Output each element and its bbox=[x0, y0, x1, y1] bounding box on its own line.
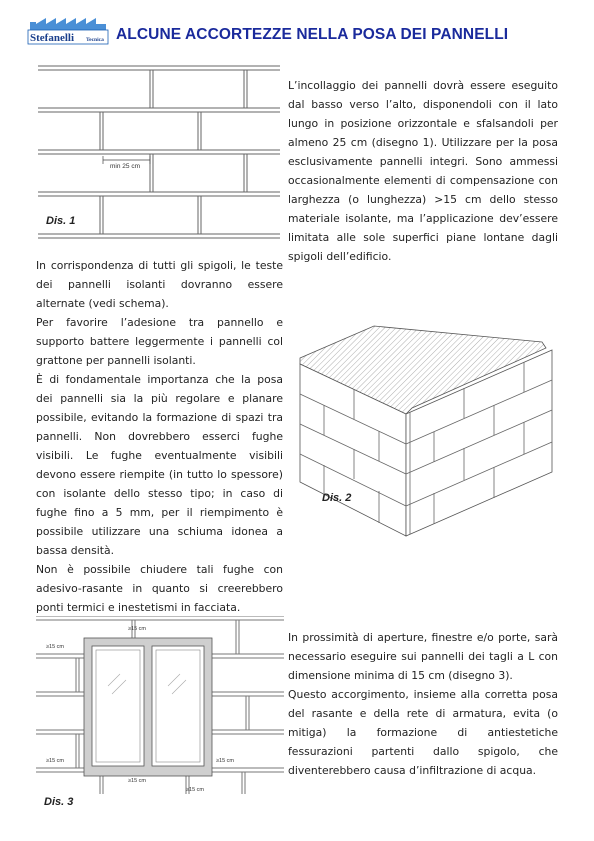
dis3-dim-left-top: ≥15 cm bbox=[46, 644, 64, 650]
dis3-caption: Dis. 3 bbox=[44, 796, 74, 808]
figure-dis3 bbox=[36, 616, 284, 794]
section1-paragraph: L’incollaggio dei pannelli dovrà essere eseguito dal basso verso l’alto, disponendoli con il lato lungo in posizione orizzontale e sfalsandoli per almeno 25 cm (disegno 1). Utilizzare per la posa esclusivamente pannelli integri. Sono ammessi occasionalmente elementi di compensazione con larghezza (o lunghezza) >15 cm dello stesso materiale isolante, ma l’applicazione dev’essere limitata alle sole superfici piane lontane dagli spigoli dell’edificio. bbox=[288, 79, 558, 263]
dis3-dim-left-bottom: ≥15 cm bbox=[46, 758, 64, 764]
figure-dis2 bbox=[294, 322, 558, 538]
section1-text bbox=[288, 76, 558, 266]
section3-paragraph-1: In prossimità di aperture, finestre e/o porte, sarà necessario eseguire sui pannelli dei tagli a L con dimensione minima di 15 cm (disegno 3). bbox=[288, 631, 558, 682]
dis3-dim-bottom-left: ≥15 cm bbox=[128, 778, 146, 784]
company-logo bbox=[26, 14, 110, 48]
section2-paragraph-2: Per favorire l’adesione tra pannello e supporto battere leggermente i pannelli col grattone per pannelli isolanti. bbox=[36, 316, 283, 367]
logo-subtext: Tecnica bbox=[86, 37, 104, 43]
section2-text bbox=[36, 256, 283, 617]
dis2-caption: Dis. 2 bbox=[322, 492, 352, 504]
dis3-dim-bottom-right: ≥15 cm bbox=[186, 787, 204, 793]
section3-paragraph-2: Questo accorgimento, insieme alla corretta posa del rasante e della rete di armatura, evita (o mitiga) la formazione di antiestetiche fessurazioni partenti dallo spigolo, che diventerebbero causa d’infiltrazione di acqua. bbox=[288, 688, 558, 777]
section2-paragraph-4: Non è possibile chiudere tali fughe con adesivo-rasante in quanto si creerebbero ponti termici e inestetismi in facciata. bbox=[36, 563, 283, 614]
dis1-caption: Dis. 1 bbox=[46, 215, 76, 227]
dis1-dimension-label: min 25 cm bbox=[110, 163, 140, 170]
dis3-dim-top: ≥15 cm bbox=[128, 626, 146, 632]
dis3-dim-right-bottom: ≥15 cm bbox=[216, 758, 234, 764]
section3-text bbox=[288, 628, 558, 780]
section2-paragraph-3: È di fondamentale importanza che la posa dei pannelli sia la più regolare e planare possibile, evitando la formazione di spazi tra pannelli. Non dovrebbero esserci fughe visibili. Le fughe eventualmente visibili devono essere riempite (in tutto lo spessore) con isolante dello stesso tipo; in caso di fughe fino a 5 mm, per il riempimento è possibile utilizzare una schiuma idonea a bassa densità. bbox=[36, 373, 283, 557]
page-title: ALCUNE ACCORTEZZE NELLA POSA DEI PANNELLI bbox=[116, 26, 509, 43]
section2-paragraph-1: In corrispondenza di tutti gli spigoli, le teste dei pannelli isolanti dovranno essere alternate (vedi schema). bbox=[36, 259, 283, 310]
logo-text: Stefanelli bbox=[30, 32, 74, 44]
